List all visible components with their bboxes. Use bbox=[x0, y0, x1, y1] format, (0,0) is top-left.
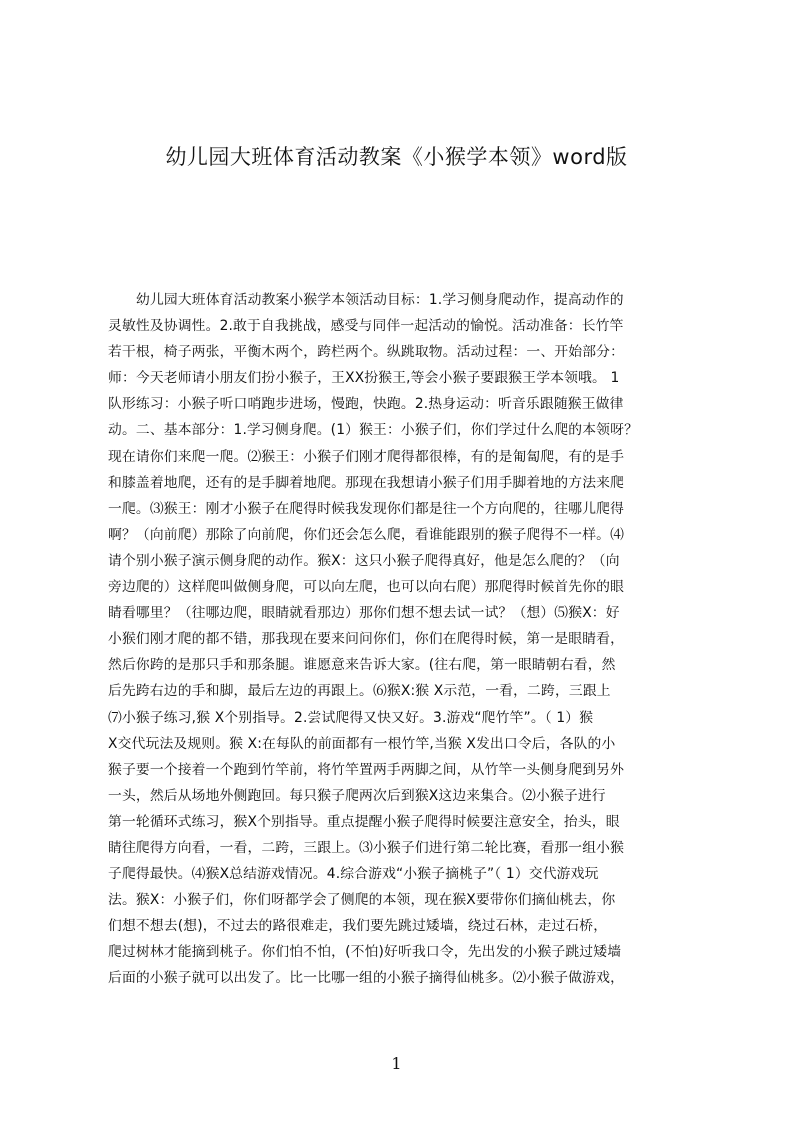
body-line: 若干根，椅子两张，平衡木两个，跨栏两个。纵跳取物。活动过程：一、开始部分： bbox=[108, 344, 625, 361]
body-line: 子爬得最快。⑷猴X总结游戏情况。4.综合游戏“小猴子摘桃子”（ 1）交代游戏玩 bbox=[108, 866, 599, 883]
body-line: 灵敏性及协调性。2.敢于自我挑战，感受与同伴一起活动的愉悦。活动准备：长竹竿 bbox=[108, 318, 624, 335]
body-line: 爬过树林才能摘到桃子。你们怕不怕，(不怕)好听我口令，先出发的小猴子跳过矮墙 bbox=[108, 944, 622, 961]
body-line: 后先跨右边的手和脚，最后左边的再跟上。⑹猴X:猴 X示范，一看，二跨，三跟上 bbox=[108, 683, 611, 700]
body-line: 请个别小猴子演示侧身爬的动作。猴X：这只小猴子爬得真好，他是怎么爬的？（向 bbox=[108, 552, 620, 569]
body-line: 睛往爬得方向看，一看，二跨，三跟上。⑶小猴子们进行第二轮比赛，看那一组小猴 bbox=[108, 839, 625, 856]
body-line: 队形练习：小猴子听口哨跑步进场，慢跑，快跑。2.热身运动：听音乐跟随猴王做律 bbox=[108, 396, 624, 413]
body-line: 一头，然后从场地外侧跑回。每只猴子爬两次后到猴X这边来集合。⑵小猴子进行 bbox=[108, 787, 606, 804]
body-line: 小猴们刚才爬的都不错，那我现在要来问问你们，你们在爬得时候，第一是眼睛看， bbox=[108, 631, 625, 648]
body-line: 们想不想去(想)，不过去的路很难走，我们要先跳过矮墙，绕过石林，走过石桥， bbox=[108, 918, 608, 935]
body-line: X交代玩法及规则。猴 X:在每队的前面都有一根竹竿,当猴 X发出口令后，各队的小 bbox=[108, 735, 616, 752]
body-line: 啊？（向前爬）那除了向前爬，你们还会怎么爬，看谁能跟别的猴子爬得不一样。⑷ bbox=[108, 526, 625, 543]
body-line: 和膝盖着地爬，还有的是手脚着地爬。那现在我想请小猴子们用手脚着地的方法来爬 bbox=[108, 474, 625, 491]
body-line: 师：今天老师请小朋友们扮小猴子，王XX扮猴王,等会小猴子要跟猴王学本领哦。 1 bbox=[108, 370, 620, 387]
body-line: 然后你跨的是那只手和那条腿。谁愿意来告诉大家。(往右爬，第一眼睛朝右看，然 bbox=[108, 657, 616, 674]
body-line: 动。二、基本部分：1.学习侧身爬。(1）猴王：小猴子们，你们学过什么爬的本领呀？ bbox=[108, 422, 639, 439]
body-line: ⑺小猴子练习,猴 X个别指导。2.尝试爬得又快又好。3.游戏“爬竹竿”。（ 1）猴 bbox=[108, 709, 594, 726]
page-number: 1 bbox=[391, 1054, 402, 1073]
document-title: 幼儿园大班体育活动教案《小猴学本领》word版 bbox=[165, 145, 628, 169]
body-line: 现在请你们来爬一爬。⑵猴王：小猴子们刚才爬得都很棒，有的是匍匐爬，有的是手 bbox=[108, 448, 625, 465]
body-line: 猴子要一个接着一个跑到竹竿前，将竹竿置两手两脚之间，从竹竿一头侧身爬到另外 bbox=[108, 761, 625, 778]
document-body bbox=[108, 287, 698, 1047]
body-line: 法。猴X：小猴子们，你们呀都学会了侧爬的本领，现在猴X要带你们摘仙桃去，你 bbox=[108, 892, 616, 909]
body-line: 睛看哪里？（往哪边爬，眼睛就看那边）那你们想不想去试一试？（想）⑸猴X：好 bbox=[108, 605, 620, 622]
body-line: 后面的小猴子就可以出发了。比一比哪一组的小猴子摘得仙桃多。⑵小猴子做游戏， bbox=[108, 970, 625, 987]
body-line: 幼儿园大班体育活动教案小猴学本领活动目标：1.学习侧身爬动作，提高动作的 bbox=[136, 292, 624, 308]
body-line: 第一轮循环式练习，猴X个别指导。重点提醒小猴子爬得时候要注意安全，抬头，眼 bbox=[108, 813, 620, 830]
body-line: 一爬。⑶猴王：刚才小猴子在爬得时候我发现你们都是往一个方向爬的，往哪儿爬得 bbox=[108, 500, 625, 517]
body-line: 旁边爬的）这样爬叫做侧身爬，可以向左爬，也可以向右爬）那爬得时候首先你的眼 bbox=[108, 579, 625, 596]
